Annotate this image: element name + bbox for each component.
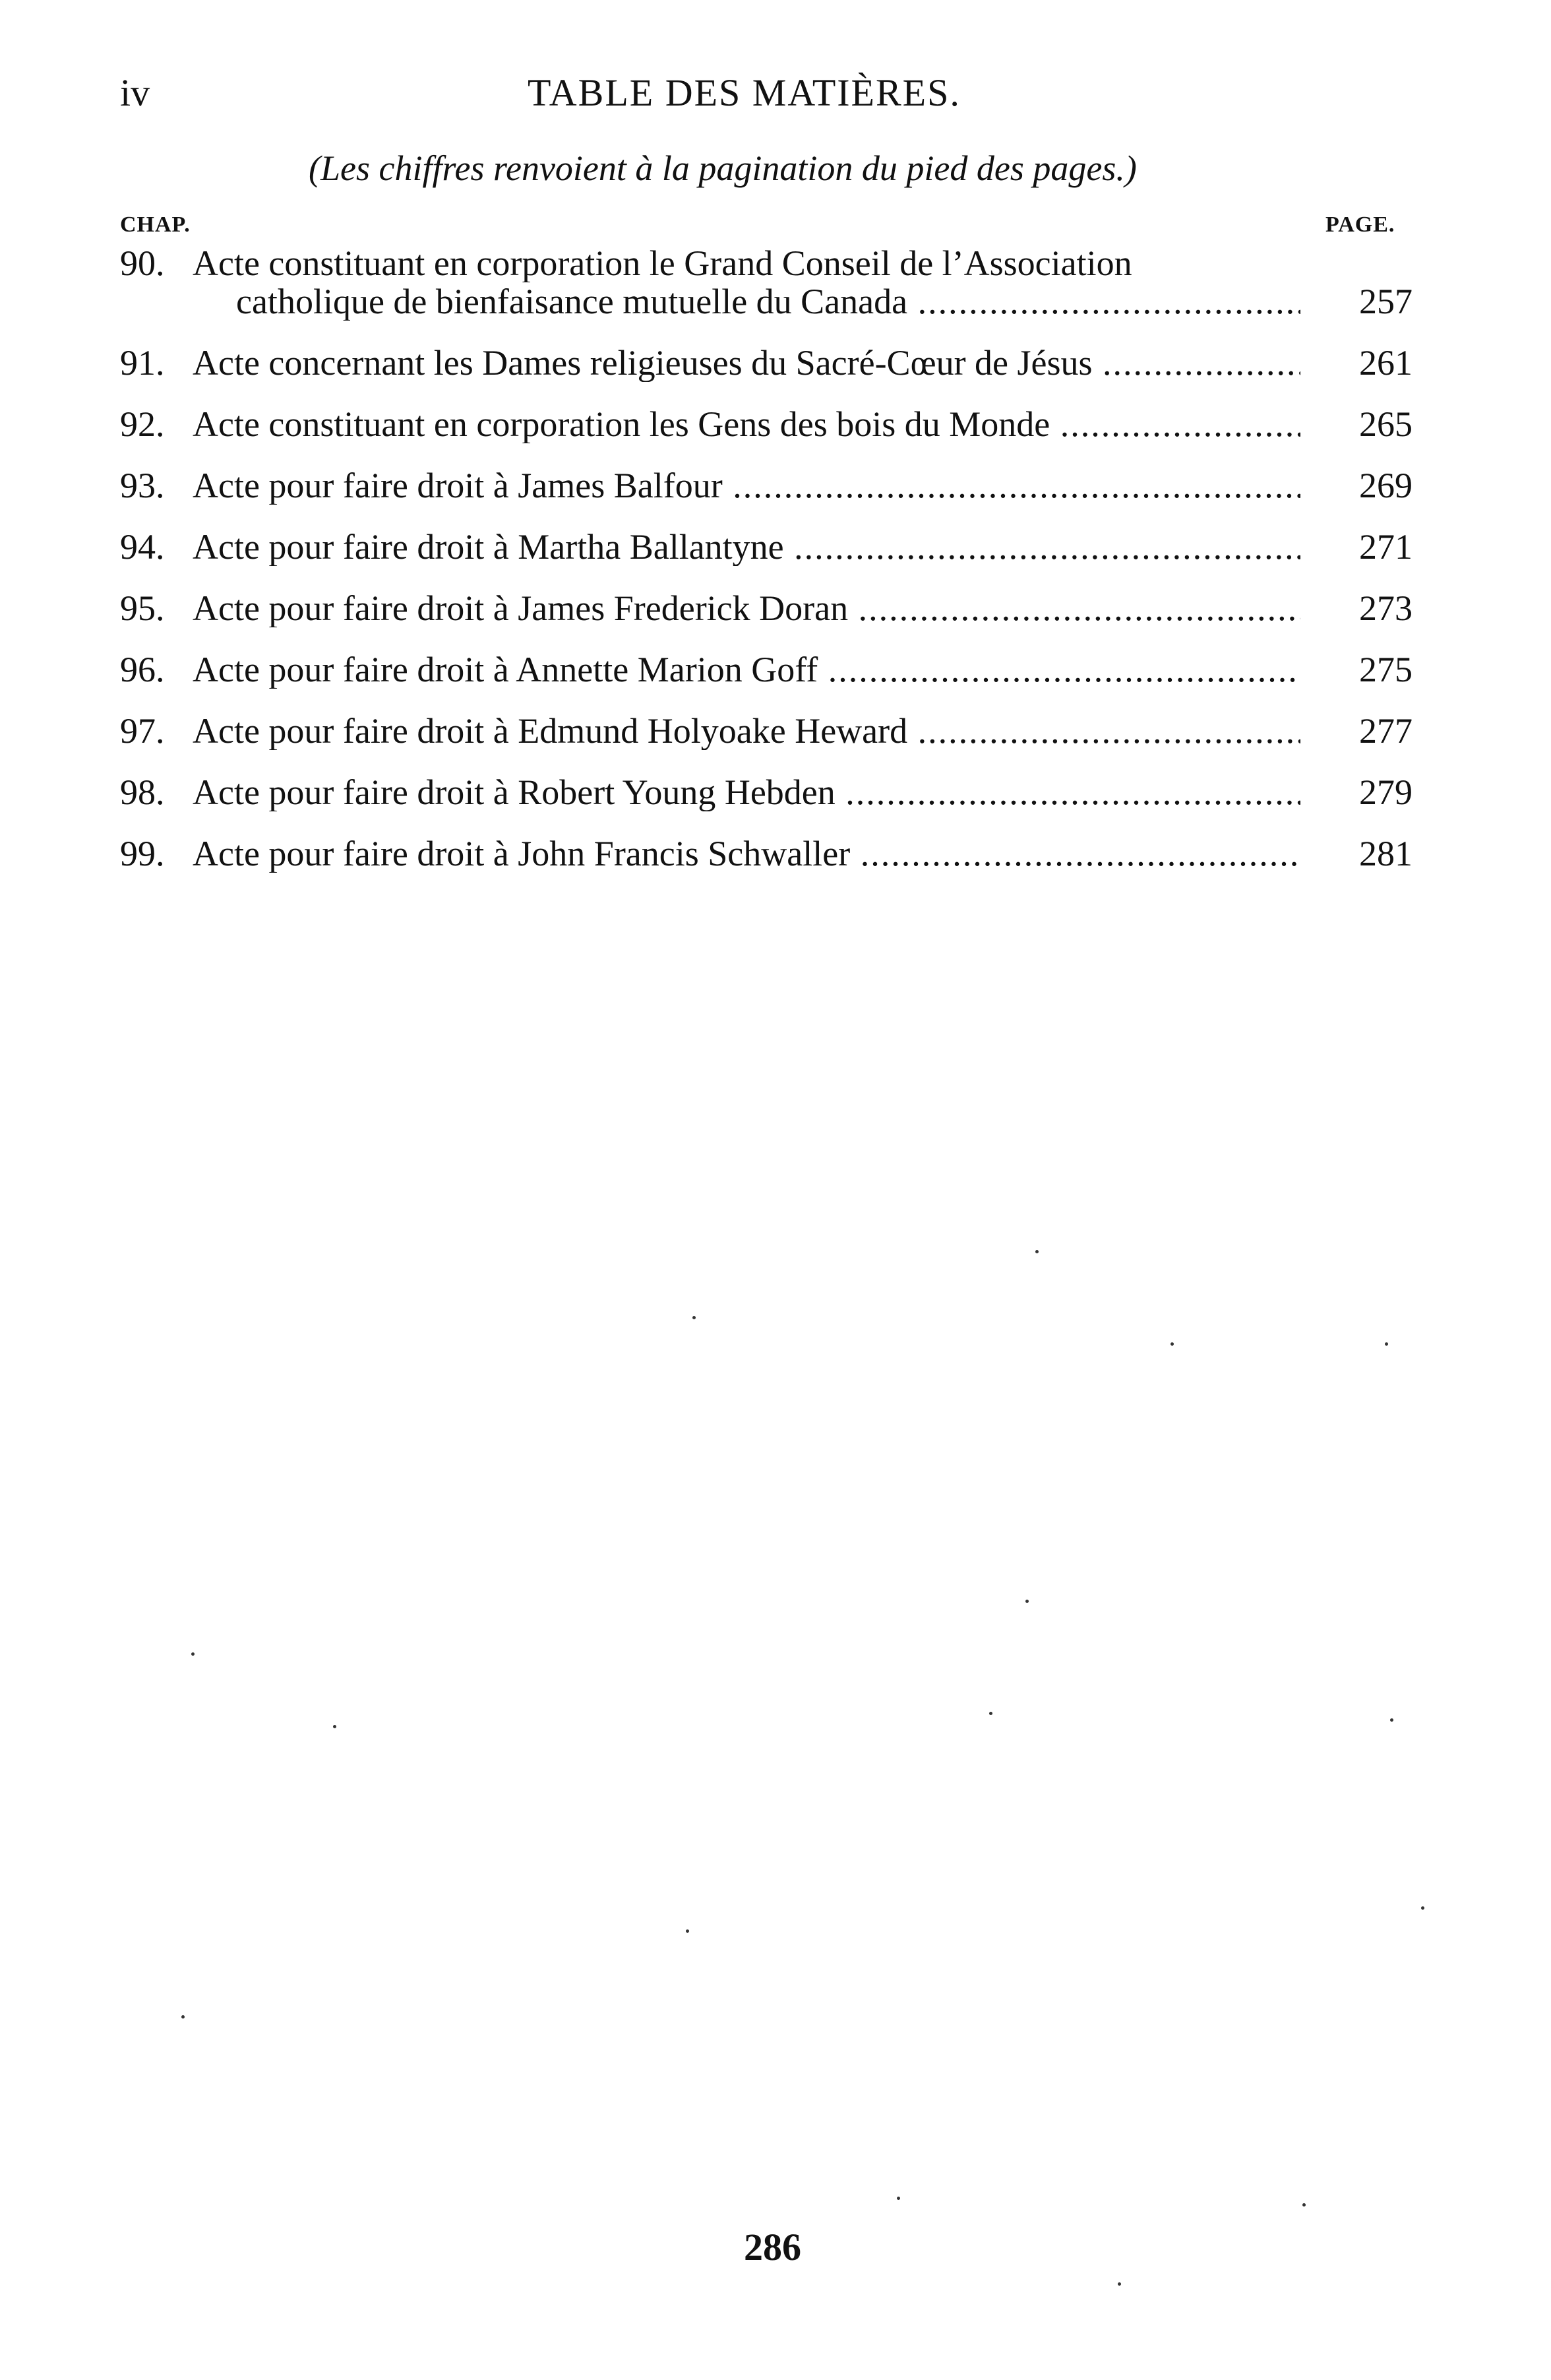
entry-title-line: Acte pour faire droit à John Francis Schwaller ..... [193, 834, 1300, 873]
chapter-number: 97. [120, 711, 165, 751]
toc-entry [120, 344, 1413, 382]
entry-title [193, 773, 1300, 811]
toc-entry [120, 466, 1413, 505]
entry-title [193, 712, 1300, 750]
chapter-number: 93. [120, 466, 165, 505]
page-reference: 277 [1359, 711, 1413, 751]
toc-entry [120, 405, 1413, 443]
scan-speck [897, 2197, 900, 2200]
scan-speck [1390, 1718, 1393, 1722]
scan-speck [1025, 1600, 1029, 1603]
toc-entry [120, 712, 1413, 750]
page-reference: 261 [1359, 343, 1413, 383]
entry-title [193, 344, 1300, 382]
scan-speck [1118, 2282, 1121, 2286]
chapter-number: 91. [120, 343, 165, 383]
scan-speck [692, 1316, 696, 1319]
page-subtitle: (Les chiffres renvoient à la pagination du pied des pages.) [309, 148, 1137, 188]
folio: iv [120, 71, 150, 114]
entry-title-line: Acte pour faire droit à Robert Young Hebden ..... [193, 773, 1300, 811]
toc-entry [120, 773, 1413, 811]
page-title: TABLE DES MATIÈRES. [528, 71, 961, 114]
toc-entry [120, 834, 1413, 873]
entry-title-line: Acte pour faire droit à Annette Marion Goff ..... [193, 650, 1300, 689]
entry-title-line: Acte constituant en corporation les Gens des bois du Monde ..... [193, 405, 1300, 443]
entry-title [193, 589, 1300, 627]
entry-title-line: catholique de bienfaisance mutuelle du Canada ..... [193, 282, 1300, 321]
entry-title-line: Acte constituant en corporation le Grand Conseil de l’Association [193, 244, 1132, 282]
entry-title [193, 244, 1300, 321]
scan-speck [1302, 2203, 1306, 2207]
entry-title [193, 650, 1300, 689]
page-reference: 273 [1359, 588, 1413, 628]
chapter-number: 98. [120, 772, 165, 812]
chapter-number: 90. [120, 243, 165, 283]
scan-speck [181, 2015, 185, 2019]
entry-title [193, 528, 1300, 566]
scan-speck [1171, 1342, 1174, 1346]
entry-title [193, 834, 1300, 873]
toc-entries [120, 244, 1413, 896]
entry-title-line: Acte pour faire droit à James Balfour ..... [193, 466, 1300, 505]
chapter-number: 94. [120, 527, 165, 567]
entry-title-line: Acte concernant les Dames religieuses du Sacré-Cœur de Jésus ..... [193, 344, 1300, 382]
chapter-number: 92. [120, 404, 165, 444]
entry-title-line: Acte pour faire droit à Edmund Holyoake Heward ..... [193, 712, 1300, 750]
toc-entry [120, 650, 1413, 689]
chapter-number: 95. [120, 588, 165, 628]
scan-speck [1421, 1906, 1424, 1910]
page-reference: 257 [1359, 282, 1413, 321]
toc-entry [120, 589, 1413, 627]
page-reference: 275 [1359, 650, 1413, 689]
bottom-page-number: 286 [744, 2226, 801, 2269]
entry-title-line: Acte pour faire droit à James Frederick Doran ..... [193, 589, 1300, 627]
page-reference: 265 [1359, 404, 1413, 444]
page-reference: 281 [1359, 834, 1413, 873]
toc-entry [120, 528, 1413, 566]
scan-speck [686, 1929, 689, 1933]
page-reference: 271 [1359, 527, 1413, 567]
chapter-number: 99. [120, 834, 165, 873]
entry-title [193, 466, 1300, 505]
page-reference: 279 [1359, 772, 1413, 812]
column-header-page: PAGE. [1325, 212, 1395, 237]
toc-entry [120, 244, 1413, 321]
scan-speck [989, 1712, 992, 1715]
column-header-chap: CHAP. [120, 212, 191, 237]
chapter-number: 96. [120, 650, 165, 689]
scan-speck [191, 1652, 195, 1656]
page-reference: 269 [1359, 466, 1413, 505]
scan-speck [1035, 1250, 1039, 1253]
entry-title [193, 405, 1300, 443]
entry-title-line: Acte pour faire droit à Martha Ballantyne ..... [193, 528, 1300, 566]
scan-speck [333, 1725, 336, 1728]
scan-speck [1385, 1342, 1388, 1346]
